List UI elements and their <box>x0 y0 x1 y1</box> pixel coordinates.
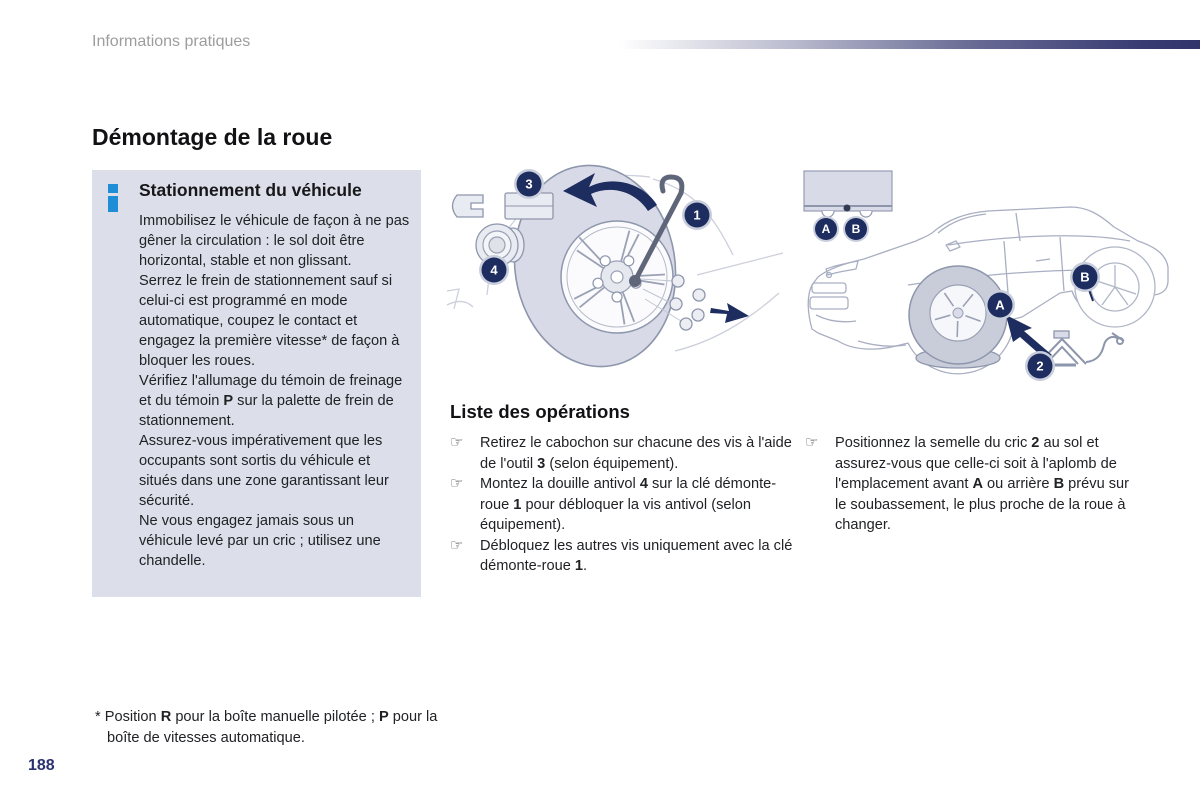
svg-text:3: 3 <box>525 176 533 192</box>
badge-a <box>985 290 1015 320</box>
jack-instructions <box>805 433 1137 536</box>
svg-text:1: 1 <box>693 207 701 223</box>
pointing-hand-icon: ☞ <box>450 434 464 451</box>
info-paragraph: Ne vous engagez jamais sous un véhicule levé par un cric ; utilisez une chandelle. <box>139 513 381 569</box>
removed-bolts <box>670 275 705 330</box>
info-box <box>92 170 421 597</box>
svg-text:A: A <box>821 222 831 236</box>
operations-list <box>450 433 798 577</box>
operation-item <box>450 536 798 577</box>
badge-4 <box>479 255 509 285</box>
inset-badge-a <box>813 216 839 242</box>
info-icon <box>108 184 118 212</box>
svg-text:2: 2 <box>1036 358 1044 374</box>
badge-b <box>1070 262 1100 292</box>
page-title: Démontage de la roue <box>92 124 333 150</box>
operation-text: Retirez le cabochon sur chacune des vis à l'aide de l'outil 3 (selon équipement). <box>480 435 792 472</box>
pointing-hand-icon: ☞ <box>805 434 819 451</box>
footnote: * Position R pour la boîte manuelle pilotée ; P pour la boîte de vitesses automatique. <box>95 709 438 746</box>
info-box-heading: Stationnement du véhicule <box>139 180 362 200</box>
info-paragraph: Serrez le frein de stationnement sauf si celui-ci est programmé en mode automatique, coupez le contact et engagez la première vitesse* de façon à bloquer les roues. <box>139 273 400 369</box>
pointing-hand-icon: ☞ <box>450 475 464 492</box>
sill-inset <box>804 171 892 217</box>
cap-removal-tool-icon <box>453 193 554 219</box>
operation-text: Positionnez la semelle du cric 2 au sol et assurez-vous que celle-ci soit à l'aplomb de l'emplacement avant A ou arrière B prévu sur le soubassement, le plus proche de la roue à changer. <box>835 435 1130 533</box>
page-number: 188 <box>28 757 55 774</box>
info-paragraph: Immobilisez le véhicule de façon à ne pas gêner la circulation : le sol doit être horizontal, stable et non glissant. <box>139 213 410 269</box>
car-jacking-figure <box>798 165 1178 397</box>
section-header: Informations pratiques <box>92 33 251 50</box>
operations-heading: Liste des opérations <box>450 401 630 422</box>
pointing-hand-icon: ☞ <box>450 536 464 554</box>
operation-item <box>450 433 798 474</box>
svg-text:4: 4 <box>490 262 498 278</box>
badge-2 <box>1025 351 1055 381</box>
info-box-body <box>139 211 411 571</box>
operation-item <box>805 433 1137 536</box>
operation-text: Montez la douille antivol 4 sur la clé démonte-roue 1 pour débloquer la vis antivol (selon équipement). <box>480 476 777 533</box>
info-paragraph: Vérifiez l'allumage du témoin de freinage et du témoin P sur la palette de frein de stationnement. <box>139 373 403 429</box>
wheel-removal-figure <box>445 163 785 395</box>
svg-text:B: B <box>851 222 861 236</box>
badge-3 <box>514 169 544 199</box>
operation-item <box>450 474 798 536</box>
svg-text:B: B <box>1080 269 1090 285</box>
operation-text: Débloquez les autres vis uniquement avec la clé démonte-roue 1. <box>480 537 793 574</box>
info-paragraph: Assurez-vous impérativement que les occupants sont sortis du véhicule et situés dans une zone garantissant leur sécurité. <box>139 433 389 509</box>
badge-1 <box>682 200 712 230</box>
header-gradient-bar <box>618 40 1200 49</box>
svg-text:A: A <box>995 297 1005 313</box>
inset-badge-b <box>843 216 869 242</box>
